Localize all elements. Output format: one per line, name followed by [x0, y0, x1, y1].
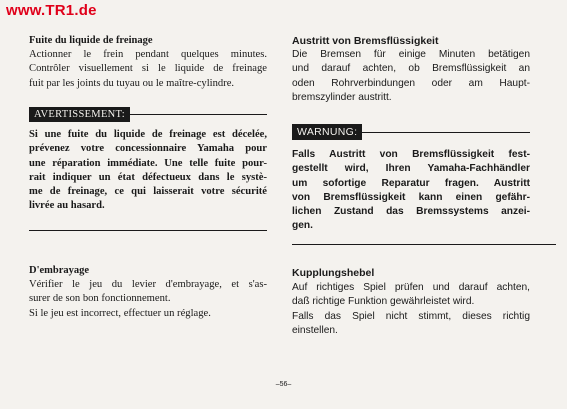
text-line: Si le jeu est incorrect, effectuer un réglage.	[29, 307, 211, 319]
text-line: Die Bremsen für einige Minuten betätigen	[292, 49, 530, 60]
text-line: Si une fuite du liquide de freinage est décelée,	[29, 129, 267, 140]
warning-label: AVERTISSEMENT:	[29, 107, 130, 122]
page-number: –56–	[275, 381, 292, 388]
text-line: bremszylinder austritt.	[292, 91, 392, 103]
warning-rule	[362, 132, 530, 133]
warning-text	[29, 128, 267, 214]
text-line: Vérifier le jeu du levier d'embrayage, et s'as-	[29, 279, 267, 290]
text-line: lichen Zustand das Bremssystems anzei-	[292, 206, 530, 218]
text-line: einstellen.	[292, 324, 338, 336]
text-line: rait indiquer un état défectueux dans le systè-	[29, 171, 267, 183]
watermark: www.TR1.de	[6, 2, 97, 19]
clutch-text	[29, 278, 267, 321]
warning-text	[292, 148, 530, 234]
text-line: oden Rohrverbindungen oder am Haupt-	[292, 77, 530, 89]
section-divider	[29, 230, 267, 231]
section-divider	[292, 244, 556, 245]
text-line: Falls Austritt von Bremsflüssigkeit fest-	[292, 149, 530, 160]
text-line: um sofortige Reparatur fragen. Austritt	[292, 177, 530, 189]
text-line: von Bremsflüssigkeit kann einen gefähr-	[292, 191, 530, 203]
brake-fluid-leak-text	[29, 48, 267, 91]
text-line: surer de son bon fonctionnement.	[29, 293, 171, 305]
warning-label: WARNUNG:	[292, 124, 362, 140]
text-line: gestellt wird, Ihren Yamaha-Fachhändler	[292, 163, 530, 175]
text-line: livrée au hasard.	[29, 200, 105, 212]
clutch-heading: D'embrayage	[29, 265, 90, 276]
clutch-heading: Kupplungshebel	[292, 267, 375, 279]
warning-banner	[292, 124, 530, 140]
warning-rule	[130, 114, 267, 115]
text-line: Falls das Spiel nicht stimmt, dieses richtig	[292, 310, 530, 322]
brake-fluid-leak-text	[292, 48, 530, 105]
warning-banner	[29, 106, 267, 122]
text-line: daß richtige Funktion gewährleistet wird.	[292, 296, 475, 308]
text-line: gen.	[292, 220, 313, 232]
text-line: une réparation immédiate. Une telle fuite pour-	[29, 157, 267, 169]
text-line: Actionner le frein pendant quelques minutes.	[29, 49, 267, 60]
brake-fluid-leak-heading: Austritt von Bremsflüssigkeit	[292, 35, 439, 47]
text-line: Contrôler visuellement si le liquide de freinage	[29, 63, 267, 75]
clutch-text	[292, 281, 530, 338]
text-line: prévenez votre concessionnaire Yamaha pour	[29, 143, 267, 155]
text-line: me de freinage, ce qui laisserait votre sécurité	[29, 186, 267, 198]
text-line: und darauf achten, ob Bremsflüssigkeit an	[292, 63, 530, 75]
text-line: fuit par les joints du tuyau ou le maître-cylindre.	[29, 77, 235, 89]
brake-fluid-leak-heading: Fuite du liquide de freinage	[29, 35, 153, 46]
text-line: Auf richtiges Spiel prüfen und darauf achten,	[292, 282, 530, 293]
